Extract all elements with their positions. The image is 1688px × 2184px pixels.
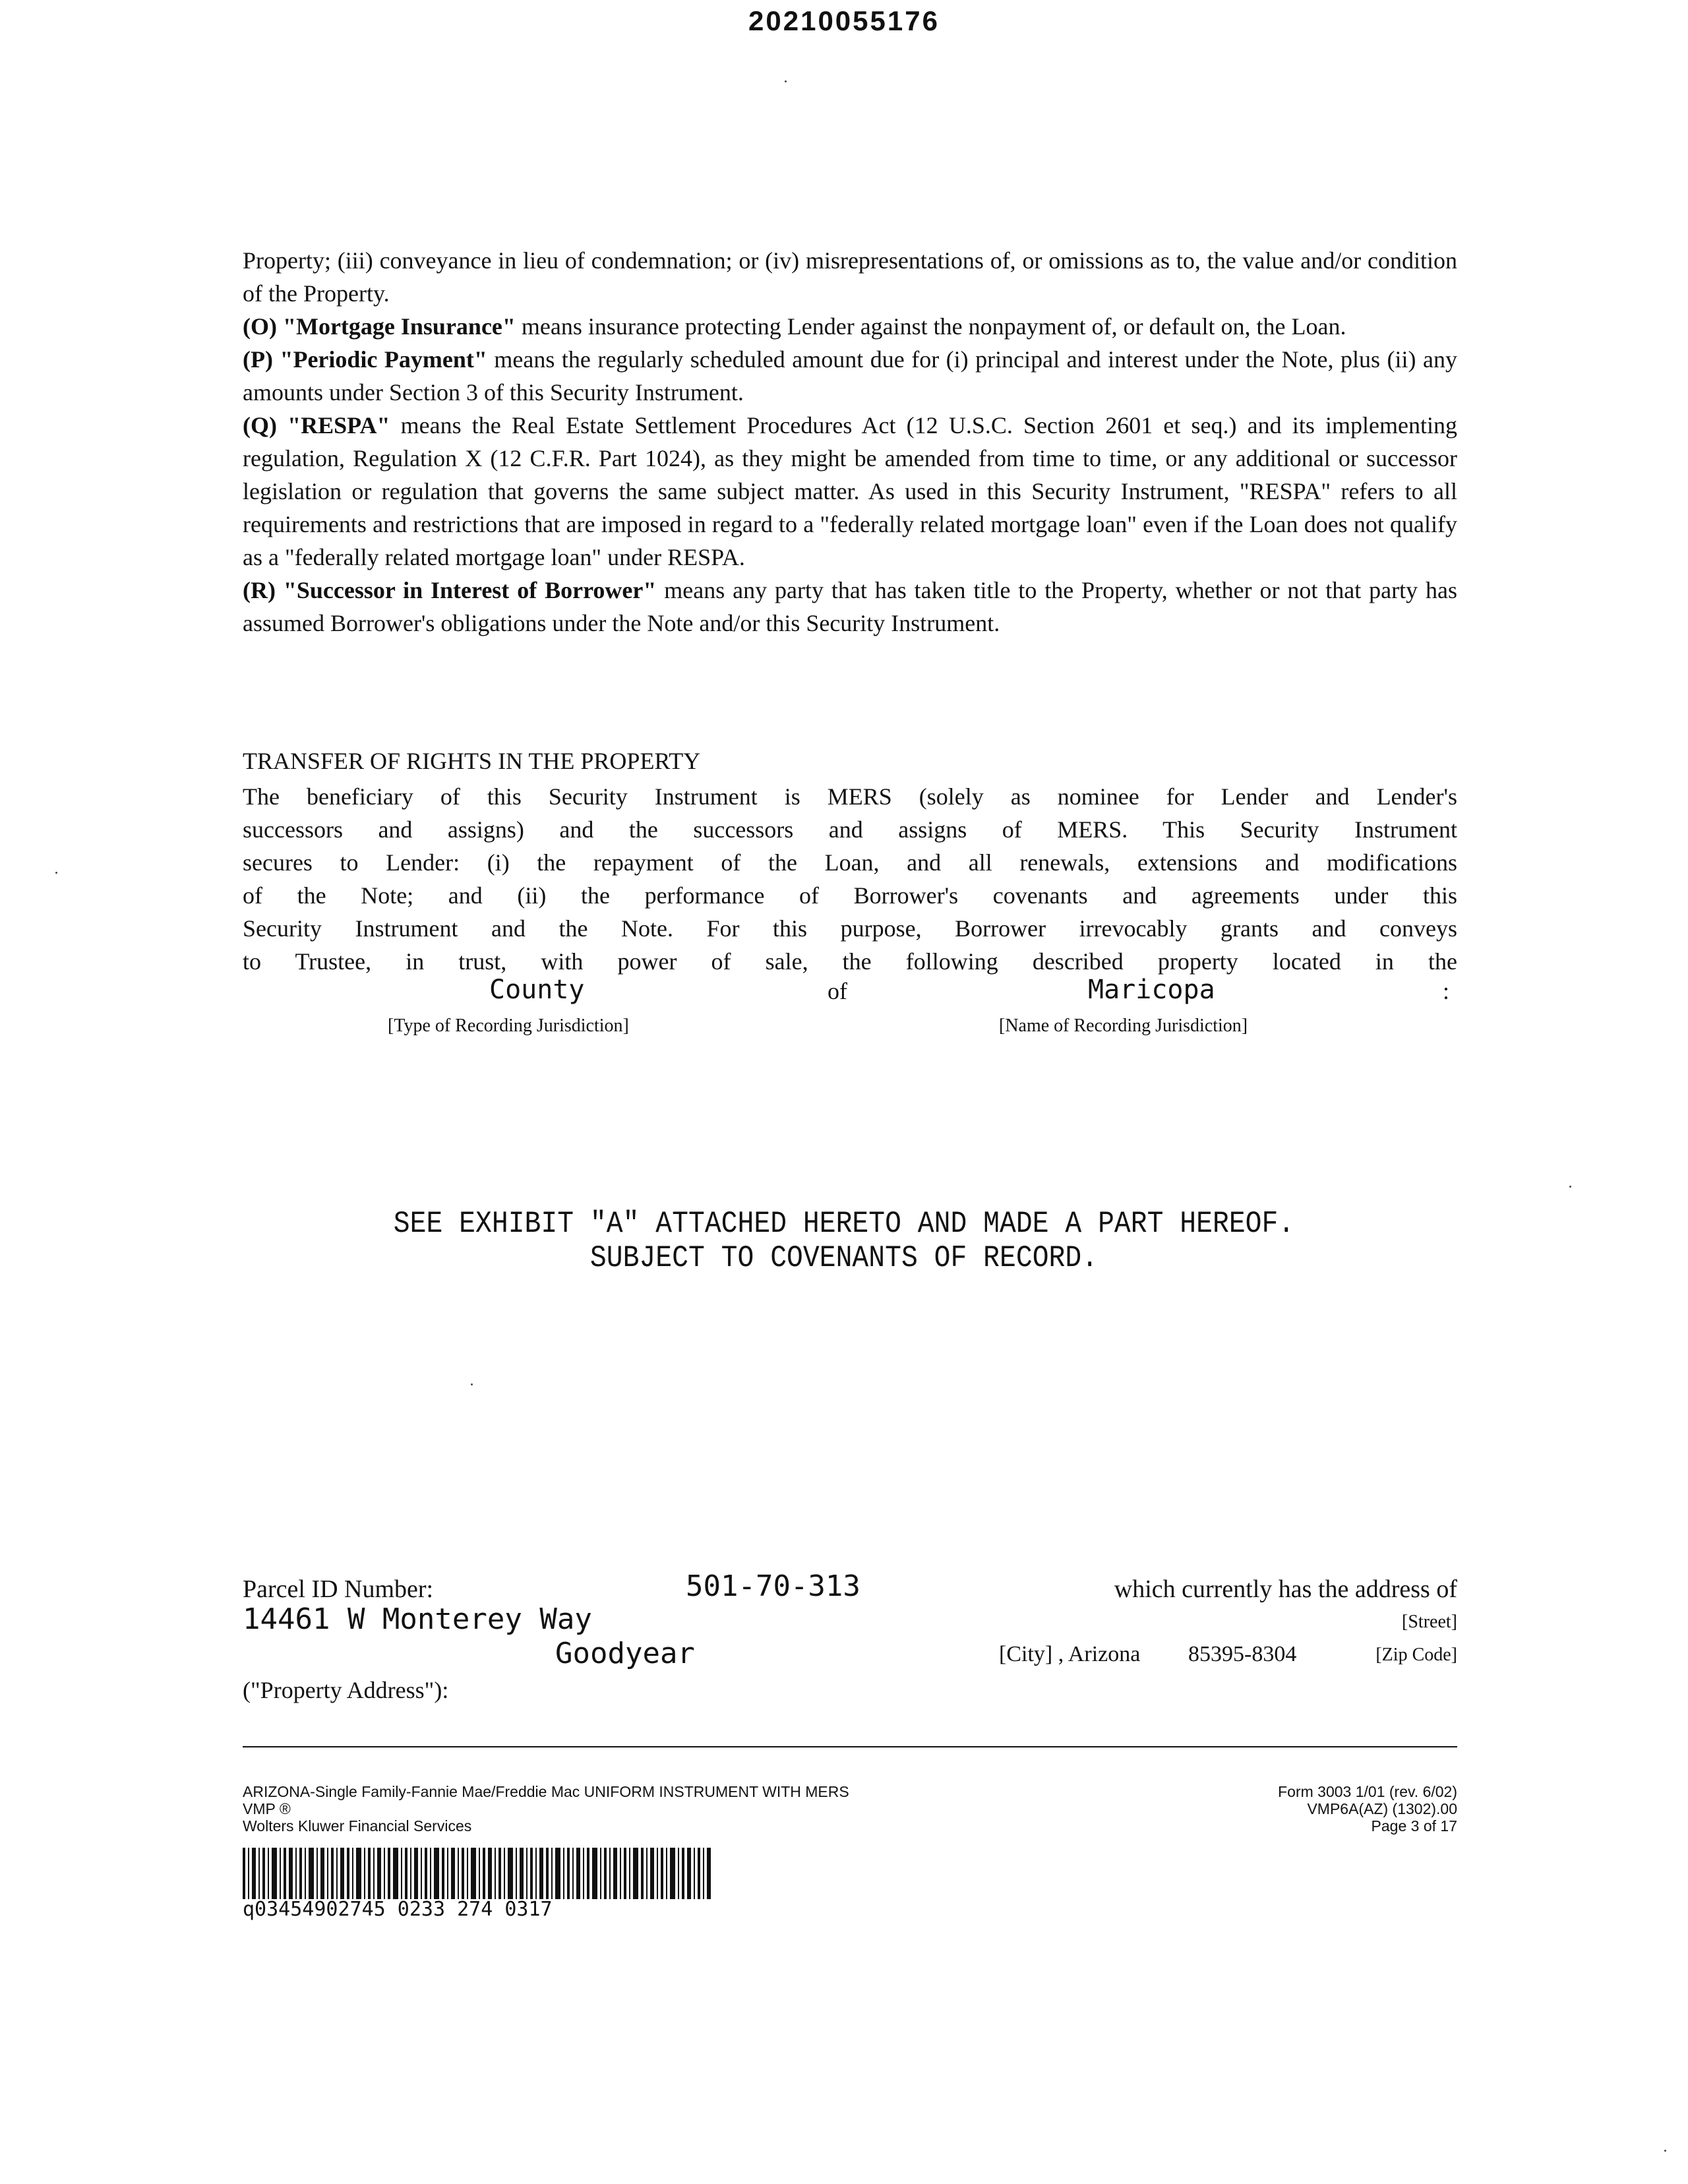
jurisdiction-type-label: [Type of Recording Jurisdiction] [388,1016,629,1036]
footer-vmp: VMP ® [243,1800,291,1817]
transfer-line-5: Security Instrument and the Note. For this purpose, Borrower irrevocably grants and conveys [243,915,1457,942]
zip-value: 85395-8304 [1188,1642,1297,1666]
scan-speck [1569,1186,1571,1188]
footer-form-number: Form 3003 1/01 (rev. 6/02) [1278,1783,1457,1800]
exhibit-line-1: SEE EXHIBIT "A" ATTACHED HERETO AND MADE A PART HEREOF. [393,1207,1295,1241]
transfer-line-6: to Trustee, in trust, with power of sale, the following described property located in the [243,948,1457,975]
definition-r-label: (R) "Successor in Interest of Borrower" [243,577,657,603]
definition-r [243,574,1457,640]
property-address-label: ("Property Address"): [243,1677,449,1703]
definition-o [243,310,1457,343]
definition-q-label: (Q) "RESPA" [243,412,390,439]
street-label: [Street] [1402,1612,1457,1632]
footer-left [243,1783,849,1835]
footer-right [1278,1783,1457,1835]
footer-divider [243,1746,1457,1747]
exhibit-line-2: SUBJECT TO COVENANTS OF RECORD. [589,1241,1099,1275]
transfer-line-2: successors and assigns) and the successors and assigns of MERS. This Security Instrument [243,816,1457,843]
definition-p-text: means the regularly scheduled amount due for (i) principal and interest under the Note, plus (ii) any amounts under Section 3 of this Security Instrument. [243,346,1457,406]
zip-label: [Zip Code] [1375,1645,1457,1665]
footer-vmp-code: VMP6A(AZ) (1302).00 [1307,1800,1457,1817]
parcel-id-number: 501-70-313 [686,1569,860,1603]
address-of-text: which currently has the address of [1114,1575,1457,1603]
jurisdiction-type-value: County [489,975,585,1005]
barcode-text: q03454902745 0233 274 0317 [243,1898,553,1921]
jurisdiction-name-value: Maricopa [1088,975,1215,1005]
footer-form-title: ARIZONA-Single Family-Fannie Mae/Freddie Mac UNIFORM INSTRUMENT WITH MERS [243,1783,849,1800]
scan-speck [1664,2150,1666,2152]
definitions-block [243,244,1457,640]
transfer-heading: TRANSFER OF RIGHTS IN THE PROPERTY [243,748,701,774]
transfer-line-1: The beneficiary of this Security Instrument is MERS (solely as nominee for Lender and Lender's [243,783,1457,810]
transfer-line-3: secures to Lender: (i) the repayment of the Loan, and all renewals, extensions and modifications [243,849,1457,876]
definition-q [243,409,1457,574]
definition-n-continuation: Property; (iii) conveyance in lieu of condemnation; or (iv) misrepresentations of, or omissions as to, the value and/or condition of the Property. [243,247,1457,307]
definition-o-label: (O) "Mortgage Insurance" [243,313,516,340]
city-value: Goodyear [555,1637,695,1670]
city-label: [City] , Arizona [999,1642,1141,1666]
definition-o-text: means insurance protecting Lender against the nonpayment of, or default on, the Loan. [515,313,1346,340]
scan-speck [471,1383,473,1385]
transfer-paragraph [243,780,1457,978]
street-value: 14461 W Monterey Way [243,1602,592,1636]
definition-p-label: (P) "Periodic Payment" [243,346,487,373]
jurisdiction-of: of [828,978,847,1004]
scan-speck [785,80,787,82]
parcel-id-label: Parcel ID Number: [243,1575,434,1603]
definition-r-text: means any party that has taken title to the Property, whether or not that party has assumed Borrower's obligations under the Note and/or this Security Instrument. [243,577,1457,636]
jurisdiction-colon: : [1443,978,1450,1004]
transfer-line-4: of the Note; and (ii) the performance of Borrower's covenants and agreements under this [243,882,1457,909]
definition-q-text: means the Real Estate Settlement Procedures Act (12 U.S.C. Section 2601 et seq.) and its implementing regulation, Regulation X (12 C.F.R. Part 1024), as they might be amended from time to time, or any additional or successor legislation or regulation that governs the same subject matter. As used in this Security Instrument, "RESPA" refers to all requirements and restrictions that are imposed in regard to a "federally related mortgage loan" even if the Loan does not qualify as a "federally related mortgage loan" under RESPA. [243,412,1457,570]
scan-speck [55,872,57,874]
footer-publisher: Wolters Kluwer Financial Services [243,1817,472,1835]
definition-p [243,343,1457,409]
document-number: 20210055176 [748,5,940,36]
barcode-icon [243,1848,717,1904]
footer-page-number: Page 3 of 17 [1371,1817,1457,1835]
jurisdiction-name-label: [Name of Recording Jurisdiction] [999,1016,1248,1036]
